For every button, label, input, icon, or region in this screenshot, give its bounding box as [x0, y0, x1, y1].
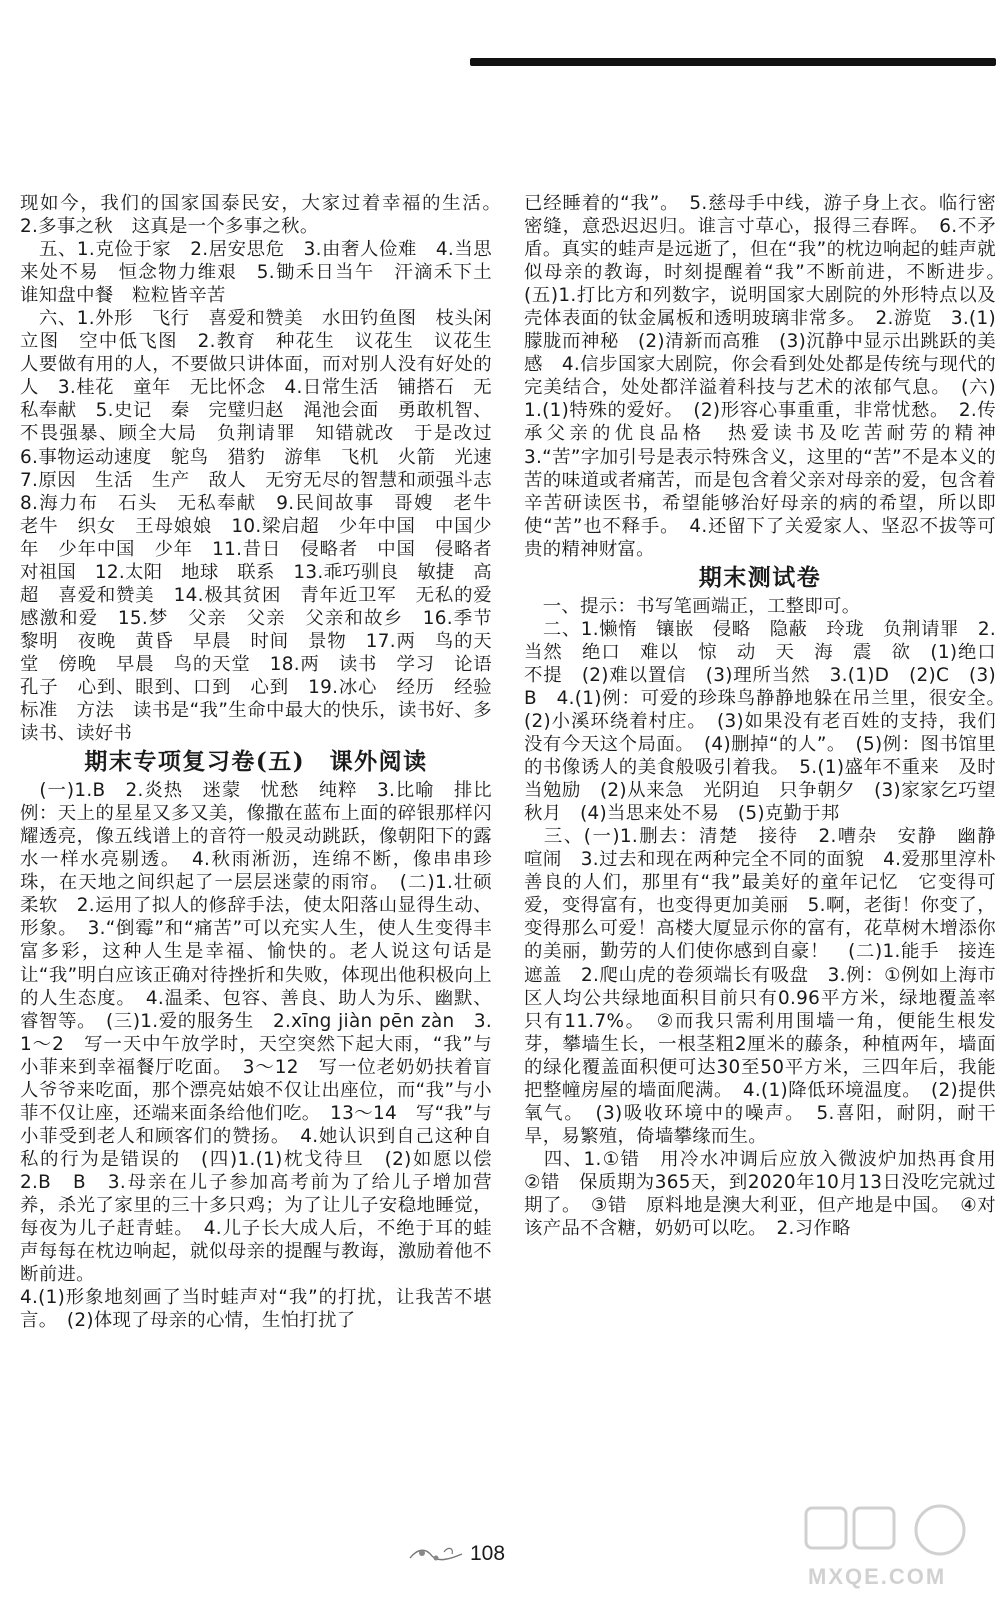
answer-paragraph: 现如今，我们的国家国泰民安，大家过着幸福的生活。 2.多事之秋 这真是一个多事之秋。	[20, 193, 511, 238]
answer-paragraph: 4.(1)形象地刻画了当时蛙声对“我”的打扰，让我苦不堪言。 (2)体现了母亲的心情，生怕打扰了	[20, 1287, 492, 1332]
answer-paragraph: 二、1.懒惰 镶嵌 侵略 隐蔽 玲珑 负荆请罪 2.当然 绝口 难以 惊 动 天 海 震 欲 (1)绝口不提 (2)难以置信 (3)理所当然 3.(1)D (2)C (3)B 4.(1)例：可爱的珍珠鸟静静地躲在吊兰里，很安全。 (2)小溪环绕着村庄。 (3)如果没有老百姓的支持，我们没有今天这个局面。 (4)删掉“的人”。 (5)例：图书馆里的书像诱人的美食般吸引着我。 5.(1)盛年不重来 及时当勉励 (2)从来急 光阴迫 只争朝夕 (3)家家乞巧望秋月 (4)当思来处不易 (5)克勤于邦	[524, 618, 996, 825]
section-heading-final-test: 期末测试卷	[698, 563, 822, 591]
right-column	[524, 192, 996, 1442]
header-rule	[470, 58, 996, 66]
watermark-text: MXQE.COM	[808, 1564, 947, 1589]
page-number: 108	[470, 1542, 506, 1565]
floral-ornament-icon	[408, 1544, 464, 1566]
answer-paragraph: (一)1.B 2.炎热 迷蒙 忧愁 纯粹 3.比喻 排比 例：天上的星星又多又美，像撒在蓝布上面的碎银那样闪耀透亮，像五线谱上的音符一般灵动跳跃，像朝阳下的露水一样水亮剔透。 4.秋雨淅沥，连绵不断，像串串珍珠，在天地之间织起了一层层迷蒙的雨帘。 (二)1.壮硕 柔软 2.运用了拟人的修辞手法，使太阳落山显得生动、形象。 3.“倒霉”和“痛苦”可以充实人生，使人生变得丰富多彩，这种人生是幸福、愉快的。老人说这句话是让“我”明白应该正确对待挫折和失败，体现出他积极向上的人生态度。 4.温柔、包容、善良、助人为乐、幽默、睿智等。 (三)1.爱的服务生 2.xīng jiàn pēn zàn 3.1～2 写一天中午放学时，天空突然下起大雨，“我”与小菲来到幸福餐厅吃面。 3～12 写一位老奶奶扶着盲人爷爷来吃面，那个漂亮姑娘不仅让出座位，而“我”与小菲不仅让座，还端来面条给他们吃。 13～14 写“我”与小菲受到老人和顾客们的赞扬。 4.她认识到自己这种自私的行为是错误的 (四)1.(1)枕戈待旦 (2)如愿以偿 2.B B 3.母亲在儿子参加高考前为了给儿子增加营养，杀光了家里的三十多只鸡；为了让儿子安稳地睡觉，每夜为儿子赶青蛙。 4.儿子长大成人后，不绝于耳的蛙声每每在枕边响起，就似母亲的提醒与教诲，激励着他不断前进。	[20, 780, 511, 1286]
answer-paragraph: 三、(一)1.删去：清楚 接待 2.嘈杂 安静 幽静 喧闹 3.过去和现在两种完全不同的面貌 4.爱那里淳朴善良的人们，那里有“我”最美好的童年记忆 它变得可爱，变得富有，也变得更加美丽 5.啊，老街！你变了，变得那么可爱！高楼大厦显示你的富有，花草树木增添你的美丽，勤劳的人们使你感到自豪！ (二)1.能手 接连 遮盖 2.爬山虎的卷须端长有吸盘 3.例：①例如上海市区人均公共绿地面积目前只有0.96平方米，绿地覆盖率只有11.7%。 ②而我只需利用围墙一角，便能生根发芽，攀墙生长，一根茎粗2厘米的藤条，种植两年，墙面的绿化覆盖面积便可达30至50平方米，三四年后，我能把整幢房屋的墙面爬满。 4.(1)降低环境温度。 (2)提供氧气。 (3)吸收环境中的噪声。 5.喜阳，耐阴，耐干旱，易繁殖，倚墙攀缘而生。	[524, 826, 996, 1147]
answer-paragraph: 已经睡着的“我”。 5.慈母手中线，游子身上衣。临行密密缝，意恐迟迟归。谁言寸草心，报得三春晖。 6.不矛盾。真实的蛙声是远逝了，但在“我”的枕边响起的蛙声就似母亲的教诲，时刻提醒着“我”不断前进，不断进步。 (五)1.打比方和列数字，说明国家大剧院的外形特点以及壳体表面的钛金属板和透明玻璃非常多。 2.游览 3.(1)朦胧而神秘 (2)清新而高雅 (3)沉静中显示出跳跃的美感 4.信步国家大剧院，你会看到处处都是传统与现代的完美结合，处处都洋溢着科技与艺术的浓郁气息。 (六)1.(1)特殊的爱好。 (2)形容心事重重，非常忧愁。 2.传承父亲的优良品格 热爱读书及吃苦耐劳的精神 3.“苦”字加引号是表示特殊含义，这里的“苦”不是本义的苦的味道或者痛苦，而是包含着父亲对母亲的爱，包含着辛苦研读医书，希望能够治好母亲的病的希望，所以即使“苦”也不释手。 4.还留下了关爱家人、坚忍不拔等可贵的精神财富。	[524, 193, 996, 560]
left-column	[20, 192, 511, 1442]
answer-paragraph: 六、1.外形 飞行 喜爱和赞美 水田钓鱼图 枝头闲立图 空中低飞图 2.教育 种花生 议花生 议花生 人要做有用的人，不要做只讲体面，而对别人没有好处的人 3.桂花 童年 无比怀念 4.日常生活 铺搭石 无私奉献 5.史记 秦 完璧归赵 渑池会面 勇敢机智、不畏强暴、顾全大局 负荆请罪 知错就改 于是改过 6.事物运动速度 鸵鸟 猎豹 游隼 飞机 火箭 光速 7.原因 生活 生产 敌人 无穷无尽的智慧和顽强斗志 8.海力布 石头 无私奉献 9.民间故事 哥嫂 老牛 老牛 织女 王母娘娘 10.梁启超 少年中国 中国少年 少年中国 少年 11.昔日 侵略者 中国 侵略者 对祖国 12.太阳 地球 联系 13.乖巧驯良 敏捷 高超 喜爱和赞美 14.极其贫困 青年近卫军 无私的爱 感激和爱 15.梦 父亲 父亲 父亲和故乡 16.季节 黎明 夜晚 黄昏 早晨 时间 景物 17.两 鸟的天堂 傍晚 早晨 鸟的天堂 18.两 读书 学习 论语 孔子 心到、眼到、口到 心到 19.冰心 经历 经验 标准 方法 读书是“我”生命中最大的快乐，读书好、多读书、读好书	[20, 308, 511, 745]
answer-watermark-logo	[800, 1500, 980, 1596]
answer-paragraph: 五、1.克俭于家 2.居安思危 3.由奢人俭难 4.当思来处不易 恒念物力维艰 5.锄禾日当午 汗滴禾下土 谁知盘中餐 粒粒皆辛苦	[20, 239, 511, 307]
answer-paragraph: 四、1.①错 用冷水冲调后应放入微波炉加热再食用 ②错 保质期为365天，到2020年10月13日没吃完就过期了。 ③错 原料地是澳大利亚，但产地是中国。 ④对 该产品不含糖，奶奶可以吃。 2.习作略	[524, 1148, 996, 1240]
answer-paragraph: 一、提示：书写笔画端正，工整即可。	[524, 595, 861, 617]
section-heading-reading: 期末专项复习卷(五) 课外阅读	[84, 748, 428, 776]
